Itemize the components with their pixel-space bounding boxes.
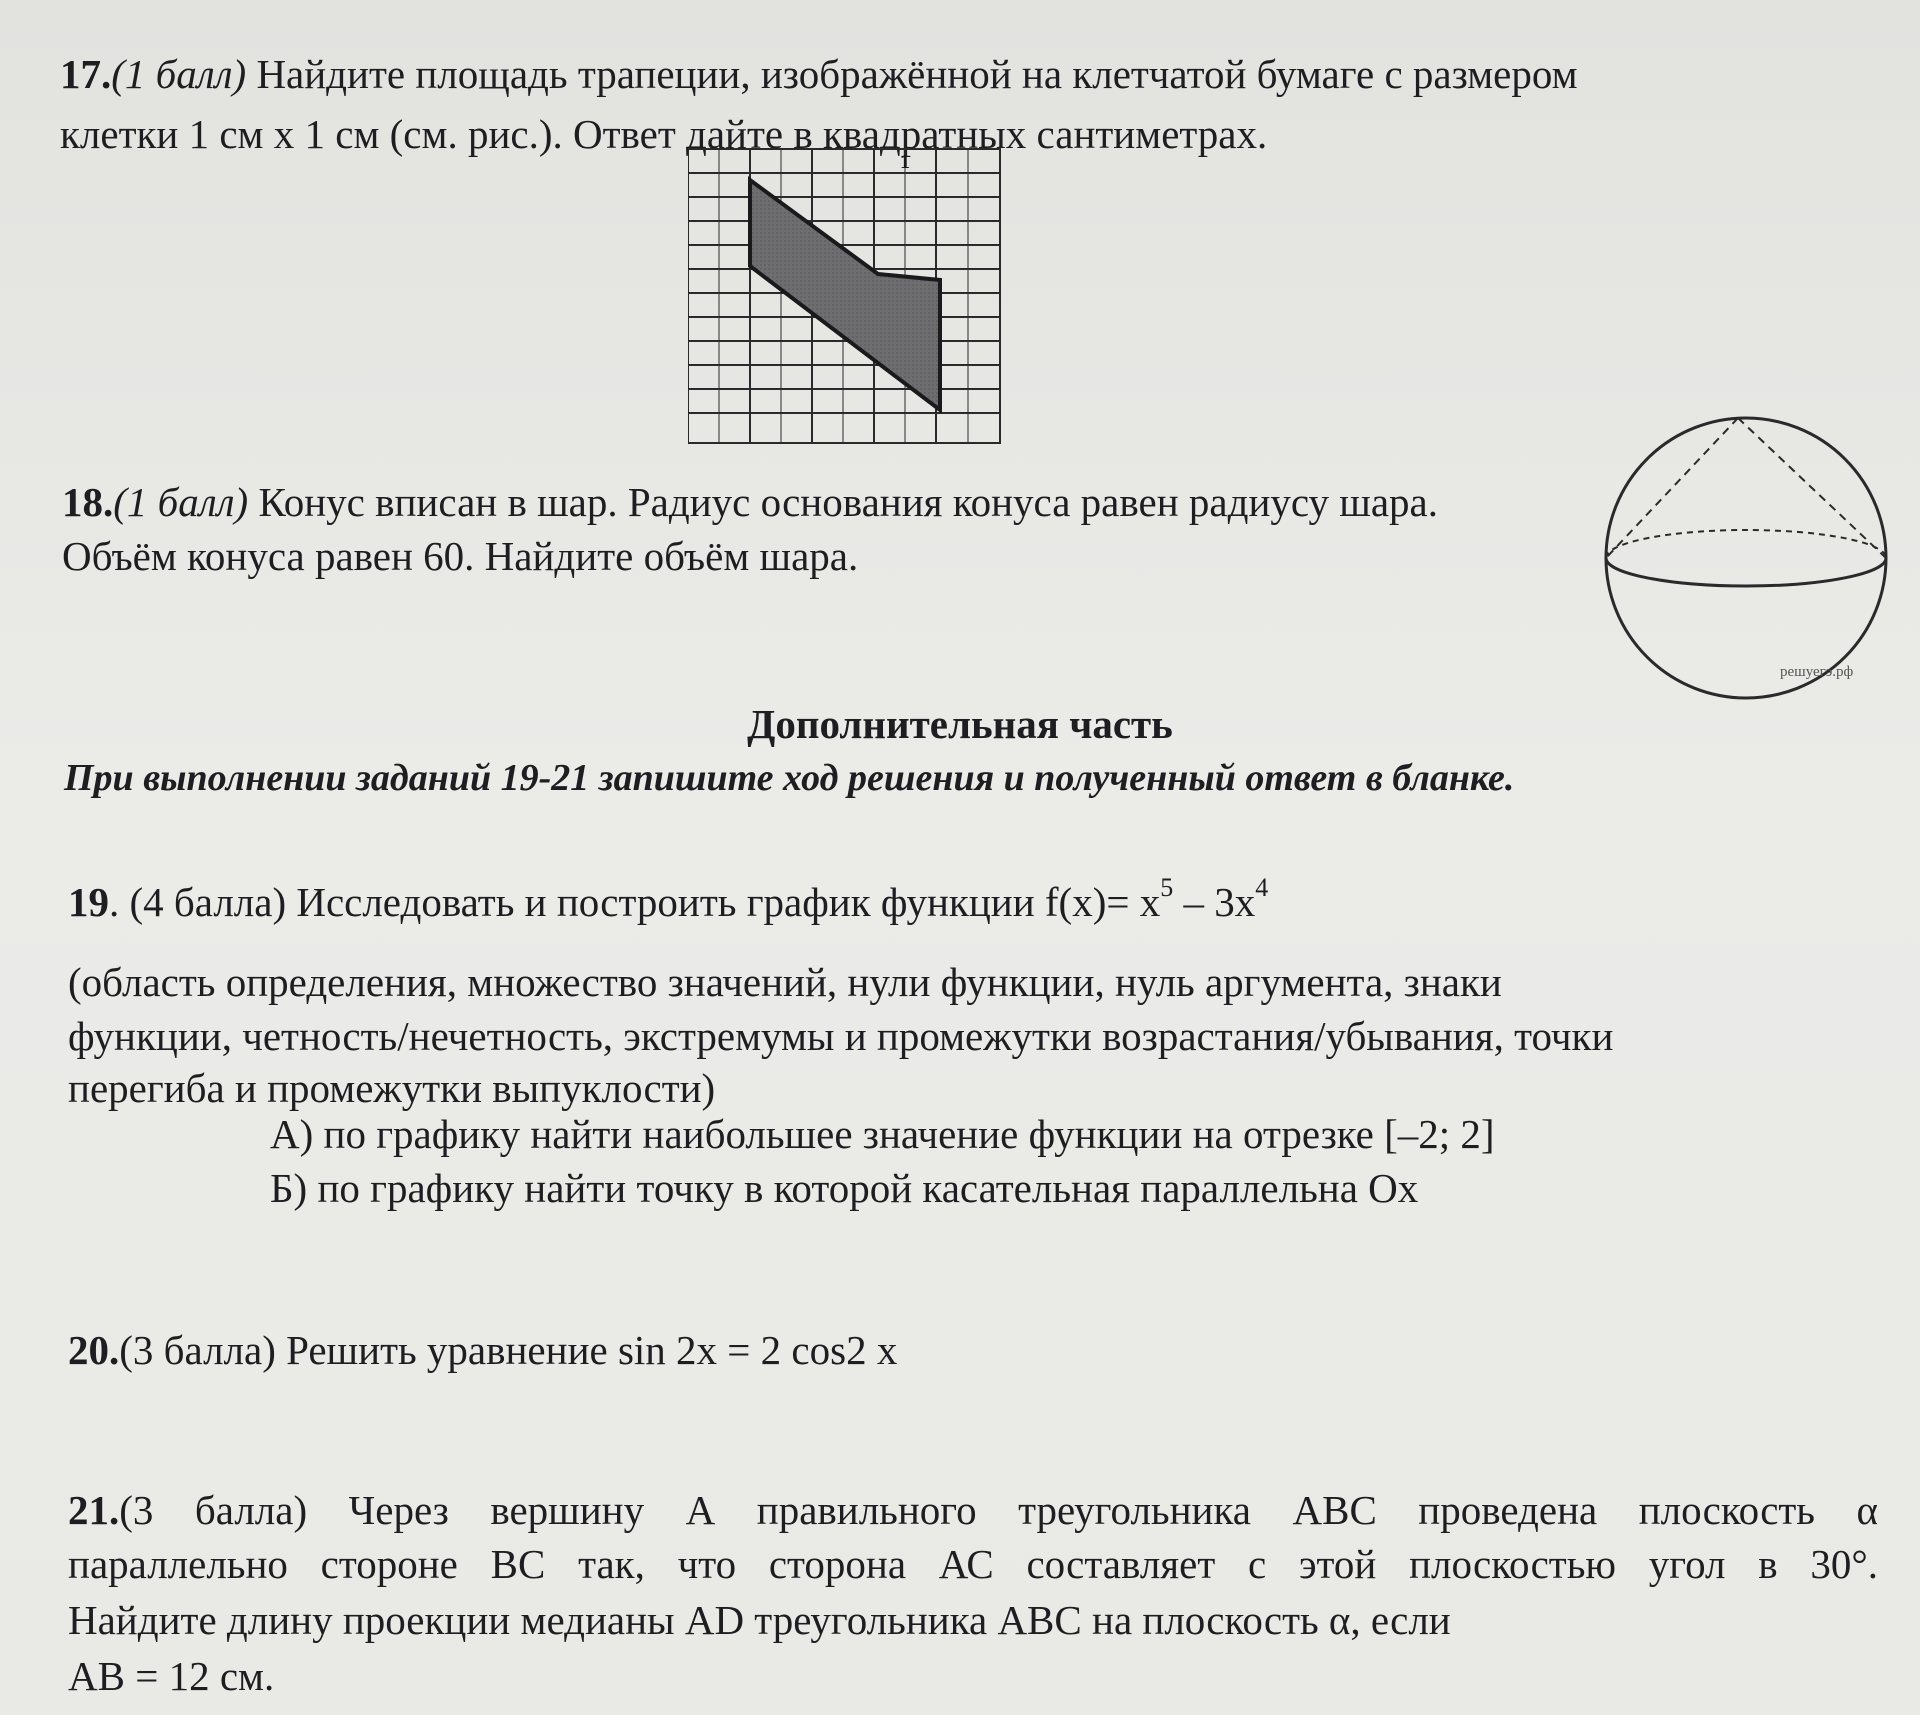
sphere-cone-figure: [1598, 408, 1898, 708]
q18-line-2: Объём конуса равен 60. Найдите объём шара.: [62, 533, 859, 579]
extra-instruction: При выполнении заданий 19-21 запишите ход решения и полученный ответ в бланке.: [64, 757, 1515, 799]
q19-text-1: . (4 балла) Исследовать и построить график функции f(x)= x: [109, 879, 1161, 925]
q19-number: 19: [68, 879, 109, 925]
q19-line-1: [68, 873, 1269, 926]
q17-line-1: [60, 50, 1578, 98]
q18-number: 18.: [62, 479, 114, 525]
q20-number: 20.: [68, 1327, 120, 1373]
figure-watermark: решуегэ.рф: [1780, 664, 1854, 680]
q17-number: 17.: [60, 51, 112, 97]
q19-item-a: А) по графику найти наибольшее значение функции на отрезке [–2; 2]: [270, 1111, 1495, 1157]
grid-scale-label: 1: [900, 151, 910, 173]
q21-number: 21.: [68, 1487, 120, 1533]
q19-line-4: перегиба и промежутки выпуклости): [68, 1065, 716, 1111]
q17-text-1: Найдите площадь трапеции, изображённой на клетчатой бумаге с размером: [246, 51, 1578, 97]
q21-line-4: АВ = 12 см.: [68, 1653, 275, 1699]
q19-exponent-4: 4: [1255, 873, 1269, 902]
q19-line-2: (область определения, множество значений, нули функции, нуль аргумента, знаки: [68, 959, 1502, 1005]
q19-item-b: Б) по графику найти точку в которой касательная параллельна Ох: [270, 1165, 1419, 1211]
q20-text: (3 балла) Решить уравнение sin 2x = 2 cos2 x: [119, 1327, 898, 1373]
extra-heading: Дополнительная часть: [747, 701, 1173, 747]
q19-text-mid: – 3x: [1173, 879, 1256, 925]
q18-text-1: Конус вписан в шар. Радиус основания конуса равен радиусу шара.: [248, 479, 1439, 525]
trapezoid-shape: [750, 180, 940, 410]
q18-score: (1 балл): [113, 479, 249, 525]
q19-line-3: функции, четность/нечетность, экстремумы и промежутки возрастания/убывания, точки: [68, 1013, 1614, 1059]
q17-line-2: клетки 1 см х 1 см (см. рис.). Ответ дайте в квадратных сантиметрах.: [60, 111, 1268, 157]
q21-line-2: параллельно стороне ВС так, что сторона АС составляет с этой плоскостью угол в 30°.: [68, 1541, 1878, 1587]
q19-exponent-5: 5: [1160, 873, 1174, 902]
q18-line-1: [62, 478, 1438, 526]
q20-line: [68, 1326, 897, 1374]
q21-line-3: Найдите длину проекции медианы AD треугольника АВС на плоскость α, если: [68, 1597, 1451, 1643]
q21-line-1: [68, 1486, 1878, 1534]
grid-figure: [688, 148, 1002, 444]
q17-score: (1 балл): [111, 51, 247, 97]
q21-text-1: (3 балла) Через вершину А правильного треугольника АВС проведена плоскость α: [119, 1487, 1878, 1533]
